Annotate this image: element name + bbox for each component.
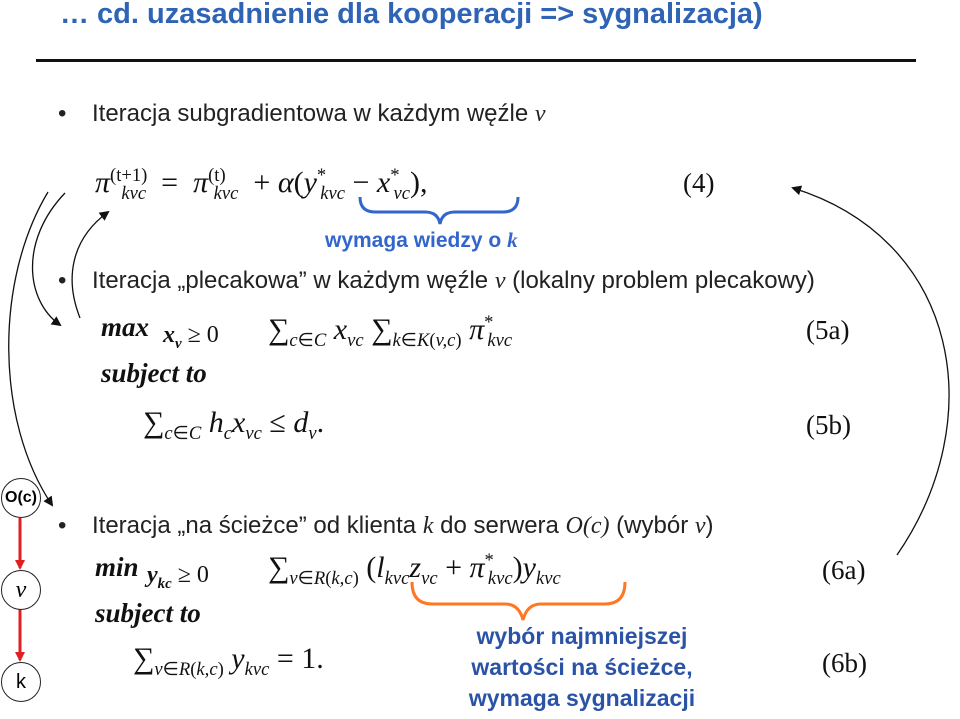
blue-brace bbox=[360, 197, 518, 224]
bullet-3-text: Iteracja „na ścieżce” od klienta bbox=[92, 512, 423, 539]
bullet-dot: • bbox=[58, 100, 67, 127]
brace-note-text: wymaga wiedzy o bbox=[325, 229, 508, 252]
brace-note-line-3: wymaga sygnalizacji bbox=[468, 685, 696, 711]
bullet-2-var: v bbox=[494, 268, 506, 294]
arrow-eq4-to-oc bbox=[9, 192, 52, 505]
bullet-dot: • bbox=[58, 267, 67, 294]
bullet-dot: • bbox=[58, 512, 67, 539]
equation-5a: $\sum_{c\in C}$ $x_{vc}$ $\sum_{k\in K(v,c)}$ $\pi^*_{kvc}$ bbox=[268, 312, 513, 351]
bullet-3-oc: O(c) bbox=[565, 513, 610, 539]
bullet-3-var-v: v bbox=[694, 513, 706, 539]
equation-6b-number: (6b) bbox=[822, 648, 867, 678]
bullet-1-text: Iteracja subgradientowa w każdym węźle bbox=[92, 100, 535, 127]
equation-5b-number: (5b) bbox=[806, 410, 851, 440]
keyword-subject-to-2: subject to bbox=[95, 598, 201, 628]
equation-6a-number: (6a) bbox=[822, 555, 866, 585]
bullet-3-end: (wybór bbox=[609, 512, 695, 539]
brace-note-line-1: wybór najmniejszej bbox=[476, 623, 688, 649]
brace-note-var: k bbox=[507, 228, 518, 252]
orange-brace bbox=[412, 582, 625, 620]
node-k: k bbox=[1, 662, 41, 702]
keyword-min: min bbox=[95, 552, 139, 582]
node-v: v bbox=[1, 570, 41, 610]
bullet-3-close: ) bbox=[705, 512, 714, 539]
bullet-2-text: Iteracja „plecakowa” w każdym węźle bbox=[92, 267, 495, 294]
keyword-subject-to-1: subject to bbox=[101, 358, 207, 388]
bullet-3-var-k: k bbox=[422, 513, 434, 539]
equation-5b: $\sum_{c\in C}$ $h_cx_{vc} \le d_v$. bbox=[143, 406, 325, 444]
equation-5a-number: (5a) bbox=[806, 315, 850, 345]
bullet-3-mid: do serwera bbox=[433, 512, 566, 539]
bullet-1-var: v bbox=[534, 101, 546, 127]
max-subscript: $x_v \ge 0$ bbox=[163, 322, 219, 352]
equation-6b: $\sum_{v\in R(k,c)}$ $y_{kvc} = 1$. bbox=[133, 642, 324, 680]
equation-6a: $\sum_{v\in R(k,c)}$ $(l_{kvc}z_{vc} + \pi^*_{kvc})y_{kvc}$ bbox=[268, 550, 561, 589]
min-subscript: $y_{kc} \ge 0$ bbox=[147, 562, 209, 592]
keyword-max: max bbox=[101, 312, 150, 342]
node-oc: O(c) bbox=[1, 478, 41, 518]
equation-4-number: (4) bbox=[683, 168, 715, 198]
arrow-6a-to-eq4 bbox=[793, 188, 949, 555]
slide-title: … cd. uzasadnienie dla kooperacji => sygnalizacja) bbox=[60, 0, 763, 30]
bullet-2-suffix: (lokalny problem plecakowy) bbox=[505, 267, 815, 294]
brace-note-line-2: wartości na ścieżce, bbox=[471, 654, 693, 680]
equation-4: $\pi^{(t+1)}_{kvc} = \pi^{(t)}_{kvc} + \alpha(y^*_{kvc} - x^*_{vc})$, bbox=[95, 165, 428, 204]
arrow-5a-to-eq4 bbox=[72, 212, 108, 318]
